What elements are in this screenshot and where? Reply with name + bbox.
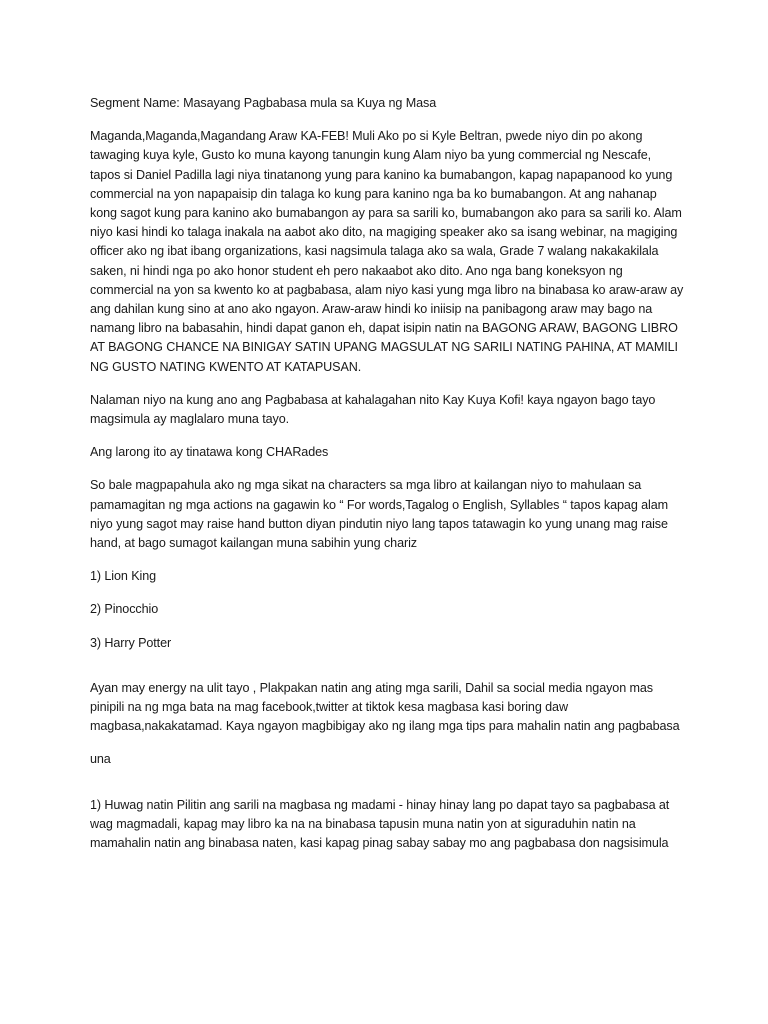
list-item-3: 3) Harry Potter (90, 635, 172, 650)
game-intro-paragraph: Ang larong ito ay tinatawa kong CHARades (90, 445, 329, 460)
list-item-1: 1) Lion King (90, 569, 157, 584)
game-rules-paragraph: So bale magpapahula ako ng mga sikat na characters sa mga libro at kailangan niyo to mahulaan sa pamamagitan ng mga actions na gagawin ko “ For words,Tagalog o English, Syllables “ tapos kapag alam niyo yung sagot may raise hand button diyan pindutin niyo lang tapos tatawagin ko yung unang mag raise hand, at bago sumagot kailangan muna sabihin yung chariz (90, 478, 669, 551)
segment-heading: Segment Name: Masayang Pagbabasa mula sa Kuya ng Masa (90, 96, 437, 110)
document-body (90, 94, 684, 867)
pagbabasa-paragraph: Nalaman niyo na kung ano ang Pagbabasa at kahalagahan nito Kay Kuya Kofi! kaya ngayon bago tayo magsimula ay maglalaro muna tayo. (90, 392, 656, 427)
intro-paragraph: Maganda,Maganda,Magandang Araw KA-FEB! Muli Ako po si Kyle Beltran, pwede niyo din po akong tawaging kuya kyle, Gusto ko muna kayong tanungin kung Alam niyo ba yung commercial ng Nescafe, tapos si Daniel Padilla lagi niya tinatanong yung para kanino ka bumabangon, kapag napapanood ko yung commercial na yon napapaisip din talaga ko kung para kanino nga ba ko bumabangon. At ang nahanap kong sagot kung para kanino ako bumabangon ay para sa sarili ko, bumabangon ako para sa sarili ko. Alam niyo kasi hindi ko talaga inakala na aabot ako dito, na magiging speaker ako sa isang webinar, na magiging officer ako ng ibat ibang organizations, kasi nagsimula talaga ako sa wala, Grade 7 walang nakakakilala saken, ni hindi nga po ako honor student eh pero nakaabot ako dito. Ano nga bang koneksyon ng commercial na yon sa kwento ko at pagbabasa, alam niyo kasi yung mga libro na binabasa ko araw-araw ay ang dahilan kung sino at ano ako ngayon. Araw-araw hindi ko iniisip na panibagong araw may bago na namang libro na babasahin, hindi dapat ganon eh, dapat isipin natin na BAGONG ARAW, BAGONG LIBRO AT BAGONG CHANCE NA BINIGAY SATIN UPANG MAGSULAT NG SARILI NATING PAHINA, AT MAMILI NG GUSTO NATING KWENTO AT KATAPUSAN. (90, 129, 684, 374)
energy-paragraph: Ayan may energy na ulit tayo , Plakpakan natin ang ating mga sarili, Dahil sa social media ngayon mas pinipili na ng mga bata na mag facebook,twitter at tiktok kesa magbasa kasi boring daw magbasa,nakakatamad. Kaya ngayon magbibigay ako ng ilang mga tips para mahalin natin ang pagbabasa (90, 680, 680, 734)
tip-1-paragraph: 1) Huwag natin Pilitin ang sarili na magbasa ng madami - hinay hinay lang po dapat tayo sa pagbabasa at wag magmadali, kapag may libro ka na na binabasa tapusin muna natin yon at siguraduhin natin na mamahalin natin ang binabasa naten, kasi kapag pinag sabay sabay mo ang pagbabasa don nagsisimula (90, 797, 670, 851)
list-item-2: 2) Pinocchio (90, 602, 159, 617)
una-label: una (90, 752, 111, 767)
